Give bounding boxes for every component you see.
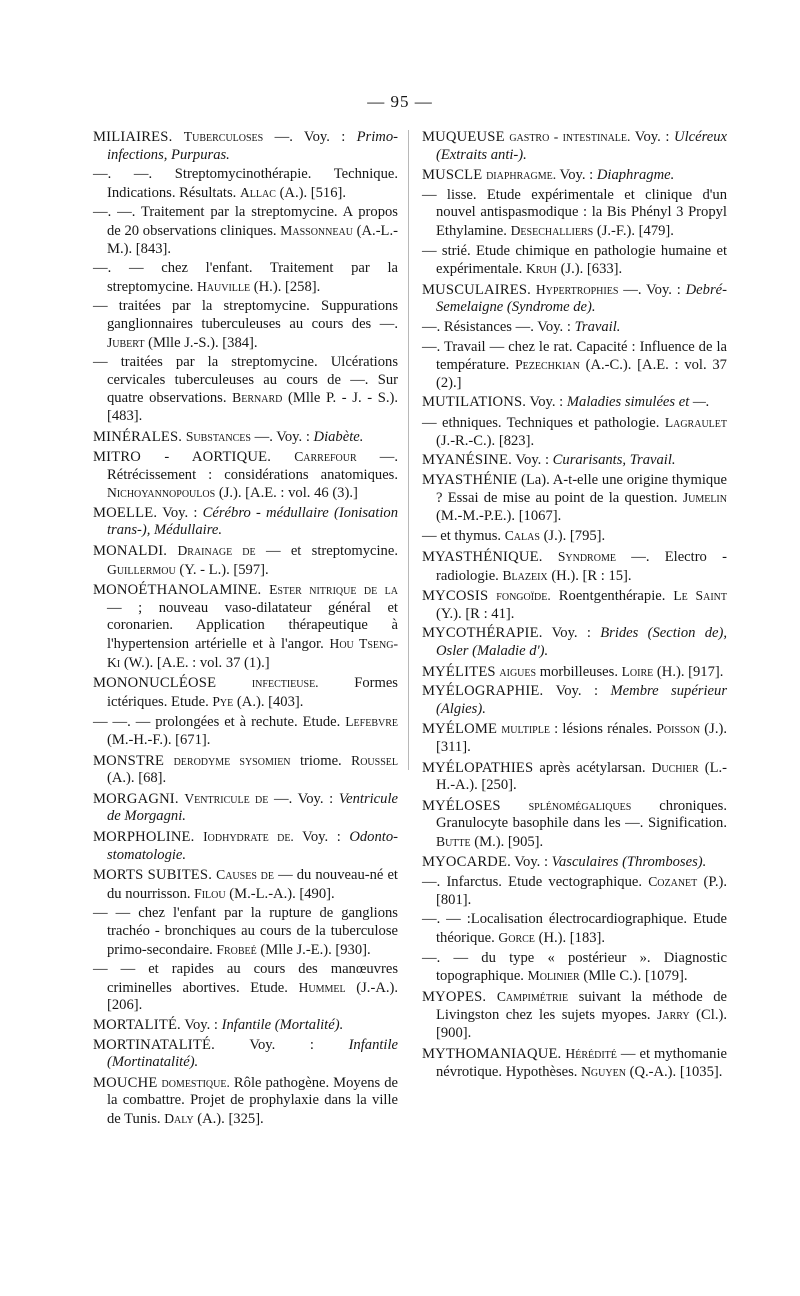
entry-text: —. —. Streptomycinothérapie. Technique. Indications. Résultats. bbox=[93, 166, 398, 201]
entry-text: Voy. : bbox=[634, 129, 670, 145]
index-entry bbox=[93, 128, 398, 164]
thesis-reference: (J.). [A.E. : vol. 46 (3).] bbox=[218, 485, 358, 502]
entry-text: — traitées par la streptomycine. Suppurations ganglionnaires tuberculeuses au cours des —. bbox=[93, 298, 398, 332]
thesis-reference: (H.). [917]. bbox=[656, 663, 724, 680]
index-entry bbox=[422, 759, 727, 795]
author-name: Lagraulet bbox=[664, 414, 727, 430]
entry-text: Voy. : bbox=[162, 504, 198, 521]
cross-reference: Maladies simulées et —. bbox=[566, 394, 710, 411]
right-column bbox=[422, 128, 727, 1084]
author-name: Kruh bbox=[525, 261, 557, 277]
index-entry bbox=[422, 128, 727, 164]
thesis-reference: (Mlle J.-E.). [930]. bbox=[260, 941, 371, 958]
headword: MINÉRALES. bbox=[93, 428, 183, 445]
cross-reference: Infantile (Mortalité). bbox=[221, 1016, 344, 1033]
headword: MYCOSIS bbox=[422, 588, 489, 605]
column-divider bbox=[408, 130, 409, 770]
subheading: derodyme sysomien bbox=[173, 752, 291, 768]
entry-text: —. Voy. : bbox=[274, 129, 346, 145]
index-entry bbox=[93, 542, 398, 579]
index-entry bbox=[422, 720, 727, 756]
entry-text: —. —. Traitement par la streptomycine. A propos de 20 observations cliniques. bbox=[93, 204, 398, 239]
thesis-reference: (Mlle C.). [1079]. bbox=[583, 968, 688, 985]
thesis-reference: (Cl.). [900]. bbox=[436, 1007, 727, 1041]
headword: MYÉLOME bbox=[422, 721, 498, 738]
subheading: Tuberculoses bbox=[183, 129, 264, 144]
headword: MORTS SUBITES. bbox=[93, 867, 213, 884]
headword: MONOÉTHANOLAMINE. bbox=[93, 582, 262, 599]
index-entry bbox=[422, 797, 727, 852]
author-name: Poisson bbox=[656, 721, 701, 737]
entry-text: triome. bbox=[299, 752, 342, 769]
index-entry bbox=[422, 587, 727, 623]
cross-reference: Primo-infections, Purpuras. bbox=[107, 129, 398, 163]
headword: MORPHOLINE. bbox=[93, 828, 195, 845]
index-entry bbox=[422, 166, 727, 185]
entry-text: Voy. : bbox=[514, 853, 549, 870]
headword: MOUCHE bbox=[93, 1074, 158, 1091]
index-entry bbox=[93, 448, 398, 503]
index-entry bbox=[93, 1017, 398, 1035]
headword: MYÉLOSES bbox=[422, 797, 501, 814]
cross-reference: Cérébro - médullaire (Ionisation trans-), Médullaire. bbox=[107, 504, 399, 539]
headword: MYASTHÉNIQUE. bbox=[422, 549, 543, 566]
author-name: Guillermou bbox=[107, 561, 176, 577]
index-entry bbox=[422, 663, 727, 682]
entry-text: —. Infarctus. Etude vectographique. bbox=[422, 874, 643, 891]
index-entry bbox=[93, 752, 398, 788]
headword: MYASTHÉNIE bbox=[422, 471, 518, 488]
entry-text: Voy. : bbox=[559, 167, 594, 184]
index-entry bbox=[422, 452, 727, 470]
entry-text: —. Voy. : bbox=[274, 790, 334, 807]
index-entry bbox=[93, 1037, 398, 1072]
entry-text: — et thymus. bbox=[422, 528, 502, 545]
index-entry bbox=[422, 187, 727, 241]
thesis-reference: (Y. - L.). [597]. bbox=[179, 561, 269, 578]
entry-text: — — chez l'enfant par la rupture de ganglions trachéo - bronchiques au cours de la tuberculose primo-secondaire. bbox=[93, 905, 398, 958]
index-entry bbox=[93, 354, 398, 425]
index-entry bbox=[93, 581, 398, 672]
cross-reference: Debré-Semelaigne (Syndrome de). bbox=[436, 281, 727, 316]
index-entry bbox=[93, 298, 398, 352]
cross-reference: Brides (Section de), Osler (Maladie d'). bbox=[436, 625, 728, 660]
author-name: Jubert bbox=[107, 334, 145, 350]
headword: MYANÉSINE. bbox=[422, 452, 512, 469]
headword: MYCOTHÉRAPIE. bbox=[422, 625, 543, 642]
thesis-reference: (M.). [905]. bbox=[474, 833, 544, 850]
index-entry bbox=[422, 394, 727, 412]
index-entry bbox=[93, 204, 398, 258]
index-entry bbox=[422, 414, 727, 450]
entry-text: après acétylarsan. bbox=[539, 759, 646, 776]
entry-text: — strié. Etude chimique en pathologie humaine et expérimentale. bbox=[422, 242, 727, 278]
entry-text: (La). A-t-elle une origine thymique ? Essai de mise au point de la question. bbox=[436, 471, 727, 507]
subheading: Campimétrie bbox=[496, 988, 569, 1004]
author-name: Bernard bbox=[232, 390, 283, 406]
thesis-reference: (P.). [801]. bbox=[436, 874, 727, 908]
headword: MORTINATALITÉ. bbox=[93, 1036, 215, 1053]
author-name: Roussel bbox=[351, 752, 398, 768]
author-name: Frobeé bbox=[216, 941, 257, 957]
index-entry bbox=[422, 243, 727, 279]
index-entry bbox=[93, 674, 398, 711]
entry-text: —. Voy. : bbox=[623, 281, 681, 298]
headword: MITRO - AORTIQUE. bbox=[93, 449, 272, 466]
headword: MYÉLOPATHIES bbox=[422, 759, 534, 776]
index-entry bbox=[93, 1074, 398, 1129]
author-name: Hummel bbox=[298, 979, 346, 995]
left-column bbox=[93, 128, 398, 1130]
author-name: Massonneau bbox=[280, 222, 353, 238]
thesis-reference: (Y.). [R : 41]. bbox=[436, 605, 515, 622]
cross-reference: Curarisants, Travail. bbox=[552, 452, 676, 469]
author-name: Desechalliers bbox=[510, 222, 594, 238]
index-entry bbox=[422, 339, 727, 393]
entry-text: Voy. : bbox=[529, 394, 564, 411]
author-name: Gorce bbox=[498, 929, 535, 945]
index-entry bbox=[93, 428, 398, 447]
entry-text: — traitées par la streptomycine. Ulcérations cervicales tuberculeuses au cours de —. Sur quatre observations. bbox=[93, 354, 398, 407]
author-name: Le Saint bbox=[673, 588, 727, 604]
entry-text: —. — chez l'enfant. Traitement par la streptomycine. bbox=[93, 260, 398, 295]
author-name: Hauville bbox=[196, 278, 251, 294]
page-number: — 95 — bbox=[367, 92, 433, 111]
entry-text: —. Rétrécissement : considérations anatomiques. bbox=[107, 449, 398, 483]
entry-text: Voy. : bbox=[515, 452, 550, 469]
subheading: Syndrome bbox=[557, 549, 616, 565]
index-entry bbox=[422, 854, 727, 872]
headword: MONSTRE bbox=[93, 752, 165, 769]
entry-text: — lisse. Etude expérimentale et clinique d'un nouvel antispasmodique : la Bis Phényl 3 Propyl Ethylamine. bbox=[422, 186, 727, 239]
index-entry bbox=[422, 472, 727, 526]
headword: MORTALITÉ. bbox=[93, 1016, 181, 1033]
thesis-reference: (A.-L.-M.). [843]. bbox=[107, 222, 398, 257]
index-entry bbox=[93, 828, 398, 864]
thesis-reference: (A.). [403]. bbox=[236, 693, 304, 710]
headword: MONONUCLÉOSE bbox=[93, 675, 217, 692]
thesis-reference: (Q.-A.). [1035]. bbox=[629, 1064, 723, 1081]
author-name: Nguyen bbox=[581, 1064, 626, 1080]
index-entry bbox=[422, 548, 727, 585]
author-name: Calas bbox=[504, 528, 540, 544]
headword: MONALDI. bbox=[93, 543, 168, 560]
entry-text: Voy. : bbox=[184, 1016, 218, 1033]
headword: MYOPES. bbox=[422, 988, 487, 1005]
thesis-reference: (J.). [795]. bbox=[543, 528, 606, 545]
subheading: splénomégaliques bbox=[528, 797, 632, 813]
index-entry bbox=[93, 790, 398, 826]
index-entry bbox=[93, 961, 398, 1015]
author-name: Jumelin bbox=[682, 490, 727, 506]
thesis-reference: (W.). [A.E. : vol. 37 (1).] bbox=[123, 654, 270, 671]
entry-text: : lésions rénales. bbox=[554, 721, 653, 738]
author-name: Pye bbox=[212, 693, 234, 709]
author-name: Pezechkian bbox=[515, 357, 580, 373]
thesis-reference: (A.). [325]. bbox=[197, 1110, 264, 1127]
thesis-reference: (M.-M.-P.E.). [1067]. bbox=[436, 507, 562, 524]
entry-text: Voy. : bbox=[302, 828, 341, 845]
headword: MYÉLITES bbox=[422, 663, 496, 680]
thesis-reference: (J.-R.-C.). [823]. bbox=[436, 432, 535, 449]
author-name: Filou bbox=[194, 885, 226, 901]
headword: MYOCARDE. bbox=[422, 853, 511, 870]
thesis-reference: (Mlle P. - J. - S.). [483]. bbox=[107, 390, 399, 424]
entry-text: Voy. : bbox=[555, 683, 599, 700]
entry-text: Formes ictériques. Etude. bbox=[107, 675, 398, 710]
author-name: Molinier bbox=[527, 968, 580, 984]
cross-reference: Odonto-stomatologie. bbox=[107, 828, 398, 863]
entry-text: —. Voy. : bbox=[254, 428, 310, 445]
entry-text: Roentgenthérapie. bbox=[558, 588, 666, 605]
thesis-reference: (L.-H.-A.). [250]. bbox=[436, 759, 727, 794]
entry-text: —. Résistances —. Voy. : bbox=[422, 318, 571, 335]
index-entry bbox=[93, 905, 398, 959]
entry-text: — et streptomycine. bbox=[265, 543, 398, 560]
thesis-reference: (Mlle J.-S.). [384]. bbox=[148, 334, 258, 351]
cross-reference: Ulcéreux (Extraits anti-). bbox=[436, 129, 727, 163]
subheading: Hérédité bbox=[565, 1045, 617, 1061]
subheading: Substances bbox=[185, 428, 251, 444]
thesis-reference: (M.-H.-F.). [671]. bbox=[107, 732, 211, 748]
subheading: Iodhydrate de. bbox=[203, 828, 294, 844]
index-entry bbox=[422, 911, 727, 947]
index-entry bbox=[422, 319, 727, 337]
author-name: Daly bbox=[164, 1110, 194, 1126]
entry-text: — ethniques. Techniques et pathologie. bbox=[422, 414, 660, 431]
index-entry bbox=[93, 260, 398, 296]
subheading: fongoïde. bbox=[496, 588, 551, 604]
subheading: Ventricule de bbox=[184, 790, 269, 806]
index-entry bbox=[422, 683, 727, 718]
cross-reference: Diaphragme. bbox=[596, 167, 675, 184]
cross-reference: Ventricule de Morgagni. bbox=[107, 790, 398, 825]
entry-text: — du nouveau-né et du nourrisson. bbox=[107, 867, 398, 902]
headword: MUQUEUSE bbox=[422, 129, 505, 145]
entry-text: — —. — prolongées et à rechute. Etude. bbox=[93, 714, 341, 731]
index-entry bbox=[422, 950, 727, 986]
index-entry bbox=[422, 527, 727, 546]
author-name: Loire bbox=[621, 663, 654, 679]
author-name: Lefebvre bbox=[345, 714, 398, 730]
headword: MYÉLOGRAPHIE. bbox=[422, 683, 544, 700]
headword: MOELLE. bbox=[93, 504, 158, 521]
index-entry bbox=[422, 625, 727, 660]
author-name: Jarry bbox=[657, 1007, 690, 1023]
thesis-reference: (A.). [68]. bbox=[107, 770, 167, 787]
entry-text: — ; nouveau vaso-dilatateur général et coronarien. Application thérapeutique à l'hypertension artérielle et à l'angor. bbox=[107, 599, 398, 653]
entry-text: —. Electro - radiologie. bbox=[436, 549, 727, 584]
thesis-reference: (H.). [258]. bbox=[253, 278, 321, 295]
thesis-reference: (H.). [R : 15]. bbox=[551, 567, 632, 584]
subheading: Drainage de bbox=[177, 543, 256, 559]
thesis-reference: (M.-L.-A.). [490]. bbox=[229, 885, 335, 902]
entry-text: suivant la méthode de Livingston chez les sujets myopes. bbox=[436, 988, 727, 1024]
thesis-reference: (A.-C.). [A.E. : vol. 37 (2).] bbox=[436, 357, 727, 391]
index-entry bbox=[93, 505, 398, 540]
thesis-reference: (A.). [516]. bbox=[279, 184, 347, 201]
author-name: Blazeix bbox=[502, 567, 548, 583]
entry-text: — et mythomanie névrotique. Hypothèses. bbox=[436, 1045, 727, 1081]
subheading: multiple bbox=[501, 721, 550, 737]
entry-text: —. — :Localisation électrocardiographique. Etude théorique. bbox=[422, 911, 727, 946]
index-entry bbox=[422, 988, 727, 1043]
index-entry bbox=[93, 166, 398, 202]
entry-text: — — et rapides au cours des manœuvres criminelles abortives. Etude. bbox=[93, 961, 398, 996]
subheading: aigues bbox=[499, 663, 537, 679]
headword: MORGAGNI. bbox=[93, 790, 179, 807]
entry-text: —. Travail — chez le rat. Capacité : Influence de la température. bbox=[422, 338, 727, 374]
entry-text: Voy. : bbox=[249, 1036, 314, 1053]
subheading: gastro - intestinale. bbox=[509, 129, 631, 144]
index-entry bbox=[93, 866, 398, 903]
entry-text: morbilleuses. bbox=[539, 663, 618, 680]
author-name: Duchier bbox=[651, 759, 699, 775]
entry-text: Voy. : bbox=[551, 625, 591, 642]
subheading: Carrefour bbox=[294, 449, 357, 465]
headword: MUSCLE bbox=[422, 167, 483, 184]
author-name: Allac bbox=[239, 184, 276, 200]
thesis-reference: (J.). [633]. bbox=[560, 261, 623, 278]
headword: MYTHOMANIAQUE. bbox=[422, 1045, 562, 1062]
author-name: Nichoyannopoulos bbox=[107, 485, 216, 501]
subheading: domestique. bbox=[161, 1074, 230, 1090]
index-entry bbox=[93, 713, 398, 749]
subheading: Ester nitrique de la bbox=[269, 582, 398, 598]
entry-text: Rôle pathogène. Moyens de la combattre. Projet de prophylaxie dans la ville de Tunis. bbox=[107, 1074, 398, 1127]
subheading: Hypertrophies bbox=[535, 281, 619, 297]
cross-reference: Diabète. bbox=[313, 428, 364, 445]
cross-reference: Vasculaires (Thromboses). bbox=[551, 853, 707, 870]
index-entry bbox=[422, 873, 727, 909]
thesis-reference: (J.-A.). [206]. bbox=[107, 979, 399, 1014]
subheading: Causes de bbox=[216, 867, 275, 883]
cross-reference: Membre supérieur (Algies). bbox=[436, 683, 727, 717]
index-entry bbox=[422, 281, 727, 317]
thesis-reference: (J.). [311]. bbox=[436, 721, 727, 755]
thesis-reference: (J.-F.). [479]. bbox=[596, 222, 674, 239]
headword: MILIAIRES. bbox=[93, 129, 173, 145]
author-name: Butte bbox=[436, 833, 471, 849]
index-entry bbox=[422, 1045, 727, 1082]
subheading: diaphragme. bbox=[486, 167, 557, 183]
author-name: Hou Tseng-Ki bbox=[107, 636, 398, 670]
entry-text: —. — du type « postérieur ». Diagnostic topographique. bbox=[422, 949, 727, 985]
entry-text: chroniques. Granulocyte basophile dans les —. Signification. bbox=[436, 797, 727, 832]
thesis-reference: (H.). [183]. bbox=[538, 929, 606, 946]
author-name: Cozanet bbox=[648, 874, 698, 890]
cross-reference: Travail. bbox=[574, 318, 621, 335]
headword: MUSCULAIRES. bbox=[422, 281, 532, 298]
headword: MUTILATIONS. bbox=[422, 394, 527, 411]
subheading: infectieuse. bbox=[251, 675, 319, 691]
cross-reference: Infantile (Mortinatalité). bbox=[107, 1036, 399, 1071]
